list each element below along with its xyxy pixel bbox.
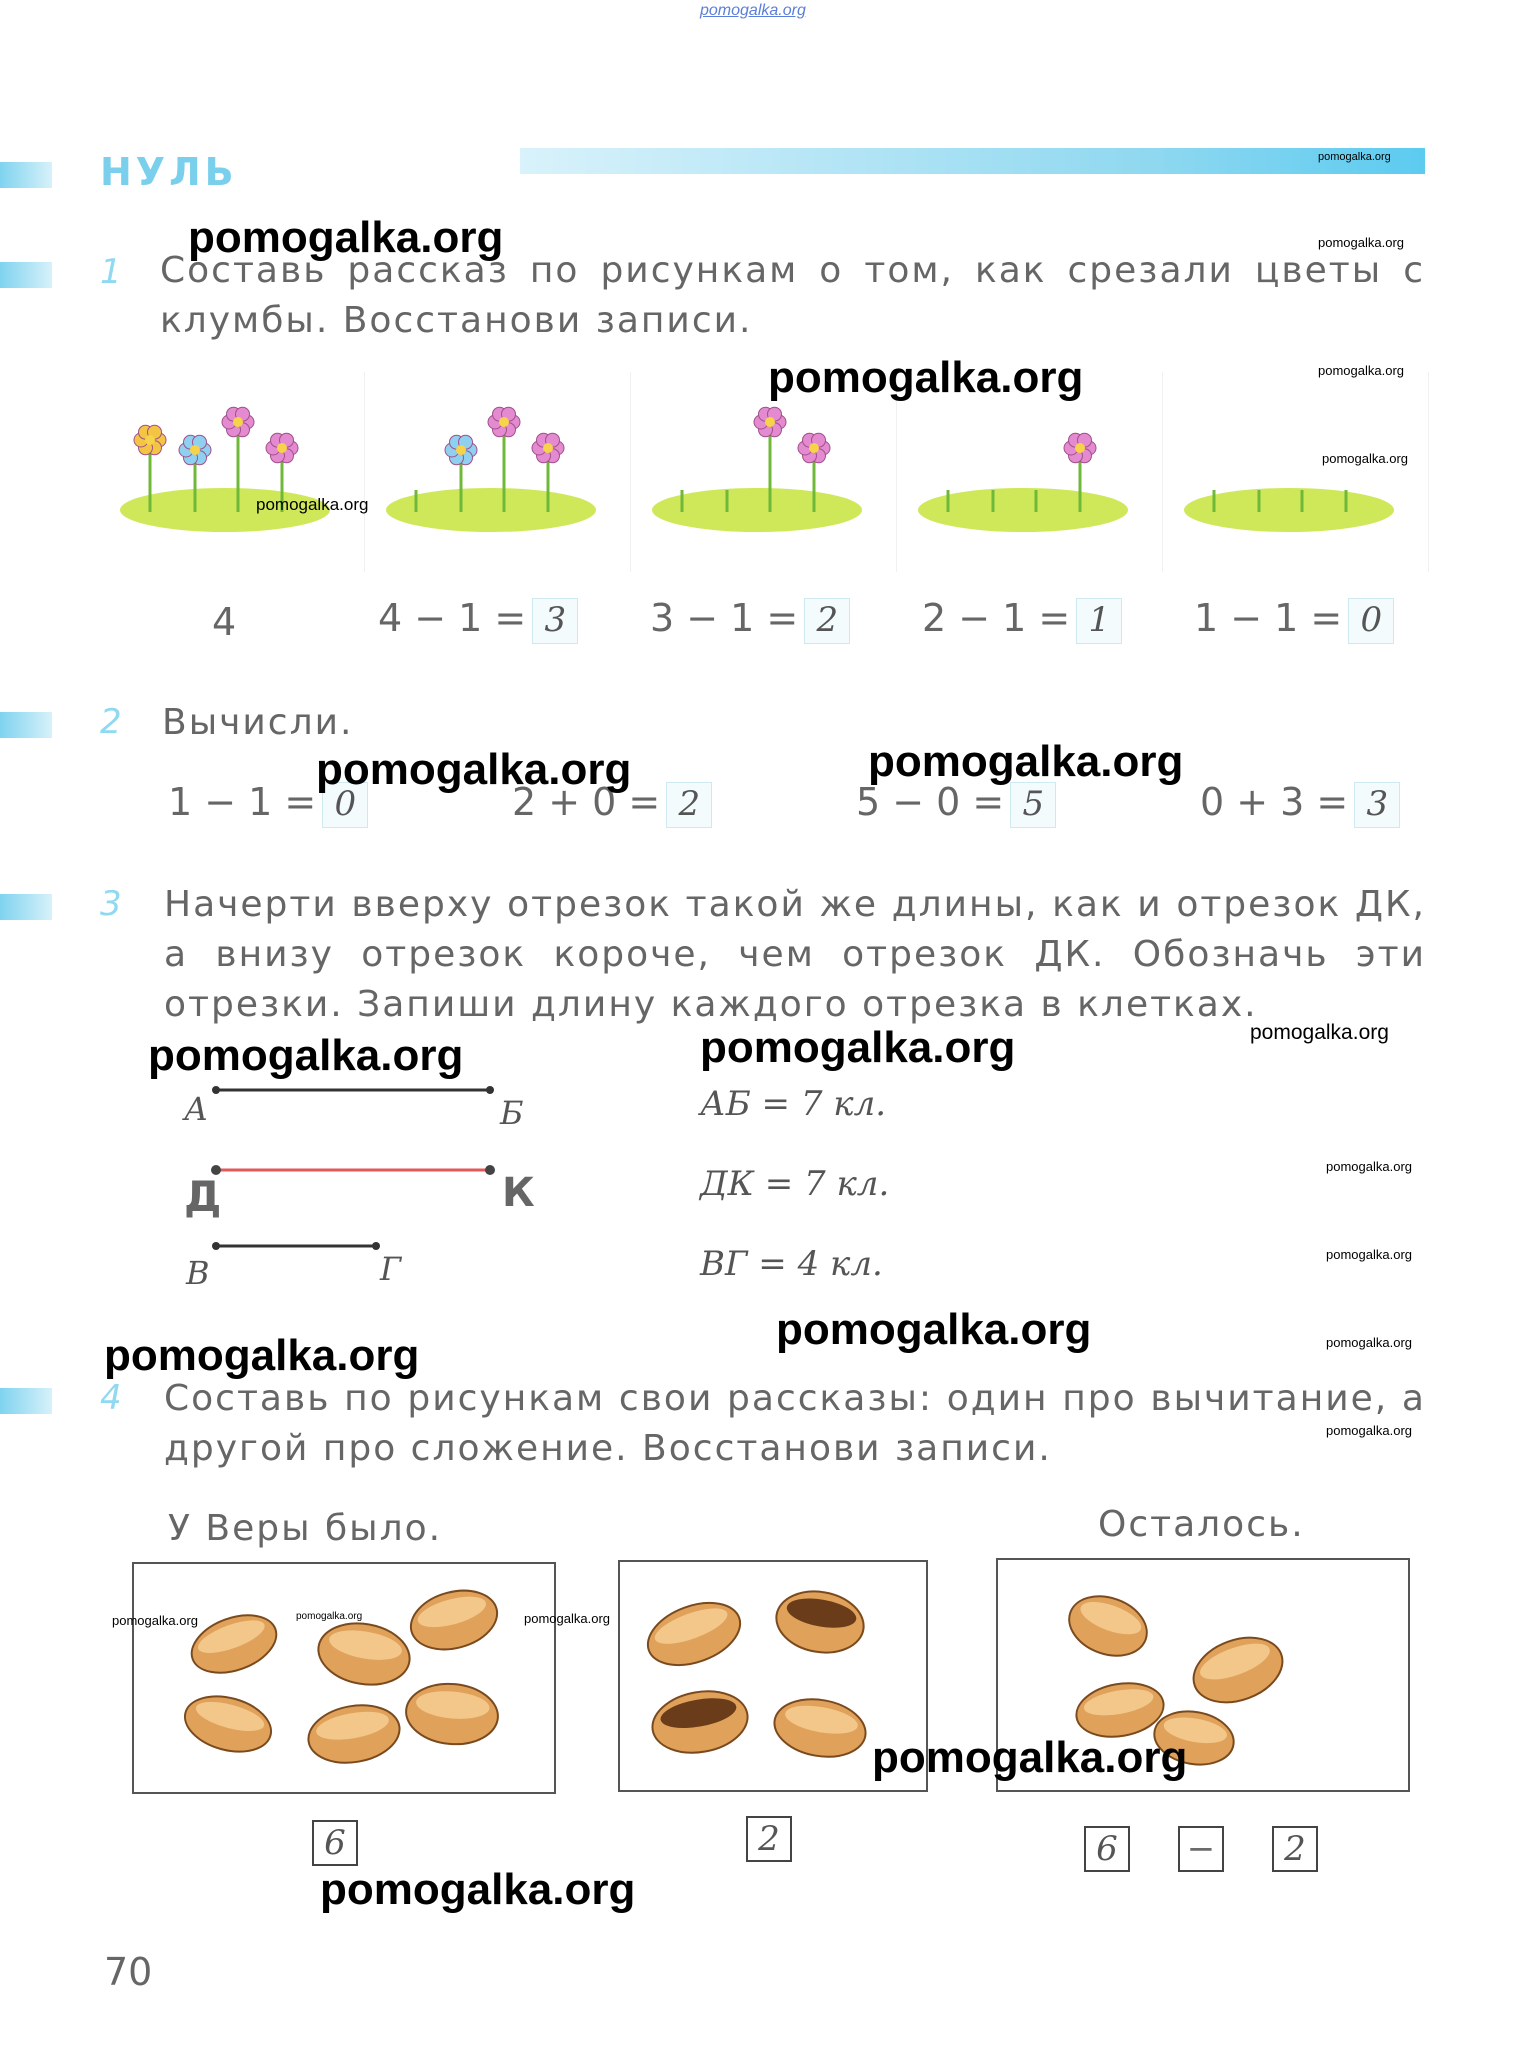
header-tab (0, 162, 52, 188)
watermark-small: pomogalka.org (1318, 151, 1391, 163)
flowers-drawing (898, 372, 1162, 572)
flower-panel (898, 372, 1163, 572)
flower (754, 407, 786, 437)
answer-box[interactable]: 0 (322, 782, 368, 828)
watermark-small: pomogalka.org (1326, 1423, 1412, 1438)
flower (488, 407, 520, 437)
flowers-drawing (632, 372, 896, 572)
expression: 5 − 0 = (856, 780, 1005, 824)
flower (179, 435, 211, 465)
watermark: pomogalka.org (148, 1031, 464, 1080)
watermark-small: pomogalka.org (1326, 1159, 1412, 1174)
section-title: НУЛЬ (100, 150, 238, 194)
task3-tab (0, 894, 52, 920)
flowers-drawing (1164, 372, 1428, 572)
walnut-shell (648, 1684, 753, 1760)
watermark-small: pomogalka.org (256, 495, 369, 514)
task1-expr-1 (378, 596, 578, 644)
watermark: pomogalka.org (700, 1023, 1016, 1072)
expression: 1 − 1 = (1194, 596, 1343, 640)
flower-panel (100, 372, 365, 572)
task1-tab (0, 262, 52, 288)
expression: 2 + 0 = (512, 780, 661, 824)
caption-right: Осталось. (1098, 1504, 1305, 1545)
flower (134, 425, 166, 455)
watermark: pomogalka.org (868, 737, 1184, 786)
answer-box[interactable]: 0 (1348, 598, 1394, 644)
watermark-small: pomogalka.org (1326, 1335, 1412, 1350)
task1-text: Составь рассказ по рисункам о том, как срезали цветы с клумбы. Восстанови записи. (160, 250, 1425, 341)
walnut-shell (313, 1616, 414, 1691)
label-b: Б (500, 1094, 524, 1132)
label-v: В (186, 1254, 210, 1292)
answer-box-2[interactable]: 2 (746, 1816, 792, 1862)
task2-expr-3 (856, 780, 1056, 828)
label-g: Г (380, 1250, 402, 1288)
flower (1064, 433, 1096, 463)
flower (532, 433, 564, 463)
task1-expr-2 (650, 596, 850, 644)
record-vg: ВГ = 4 кл. (700, 1244, 883, 1284)
label-d: Д (184, 1172, 222, 1221)
point-a (212, 1086, 220, 1094)
walnut-shell (770, 1692, 870, 1763)
watermark-small: pomogalka.org (112, 1613, 198, 1628)
task2-number: 2 (100, 702, 122, 742)
answer-box[interactable]: 5 (1010, 782, 1056, 828)
answer-box[interactable]: 1 (1076, 598, 1122, 644)
watermark-small: pomogalka.org (1250, 1021, 1389, 1044)
walnut-shell (304, 1698, 404, 1769)
caption-left: У Веры было. (168, 1508, 443, 1549)
flower (445, 435, 477, 465)
flower-panel (632, 372, 897, 572)
watermark-small: pomogalka.org (296, 1611, 363, 1622)
point-g (372, 1242, 380, 1250)
top-watermark[interactable]: pomogalka.org (700, 2, 806, 19)
point-k (485, 1165, 495, 1175)
expression: 0 + 3 = (1200, 780, 1349, 824)
watermark: pomogalka.org (316, 745, 632, 794)
walnut-shell (1061, 1586, 1155, 1666)
flower (222, 407, 254, 437)
task1-start: 4 (212, 600, 237, 644)
watermark-small: pomogalka.org (1326, 1247, 1412, 1262)
flowers-drawing (100, 372, 364, 572)
walnut-shell (639, 1591, 748, 1676)
answer-box-op[interactable]: − (1178, 1826, 1224, 1872)
flowers-drawing (366, 372, 630, 572)
answer-box[interactable]: 2 (666, 782, 712, 828)
answer-box-3a[interactable]: 6 (1084, 1826, 1130, 1872)
flower-panel (366, 372, 631, 572)
flower-panel (1164, 372, 1429, 572)
expression: 1 − 1 = (168, 780, 317, 824)
task1-number: 1 (100, 252, 122, 292)
label-k: К (502, 1170, 535, 1216)
watermark: pomogalka.org (320, 1865, 636, 1914)
watermark: pomogalka.org (776, 1305, 1092, 1354)
point-v (212, 1242, 220, 1250)
task4-text: Составь по рисункам свои рассказы: один про вычитание, а другой про сложение. Восстанови записи. (164, 1378, 1426, 1469)
flower (798, 433, 830, 463)
walnut-shell (404, 1680, 501, 1748)
task3-number: 3 (100, 884, 122, 924)
answer-box[interactable]: 3 (532, 598, 578, 644)
expression: 4 − 1 = (378, 596, 527, 640)
watermark: pomogalka.org (104, 1331, 420, 1380)
point-b (486, 1086, 494, 1094)
task2-tab (0, 712, 52, 738)
answer-box[interactable]: 3 (1354, 782, 1400, 828)
task2-text: Вычисли. (162, 702, 354, 743)
answer-box-3b[interactable]: 2 (1272, 1826, 1318, 1872)
flower (266, 433, 298, 463)
task3-text: Начерти вверху отрезок такой же длины, как и отрезок ДК, а внизу отрезок короче, чем отрезок ДК. Обозначь эти отрезки. Запиши длину каждого отрезка в клетках. (164, 884, 1426, 1025)
walnut-shell (404, 1582, 503, 1659)
header-band (520, 148, 1425, 174)
task4-tab (0, 1388, 52, 1414)
watermark-small: pomogalka.org (1318, 363, 1404, 378)
record-dk: ДК = 7 кл. (700, 1164, 890, 1204)
watermark-small: pomogalka.org (524, 1611, 610, 1626)
expression: 2 − 1 = (922, 596, 1071, 640)
expression: 3 − 1 = (650, 596, 799, 640)
watermark-small: pomogalka.org (1322, 451, 1408, 466)
watermark: pomogalka.org (768, 353, 1084, 402)
watermark: pomogalka.org (188, 213, 504, 262)
walnut-shell (771, 1585, 868, 1659)
record-ab: АБ = 7 кл. (700, 1084, 887, 1124)
nuts-frame-1 (132, 1562, 556, 1794)
watermark-small: pomogalka.org (1318, 235, 1404, 250)
watermark: pomogalka.org (872, 1733, 1188, 1782)
nuts-image-6 (134, 1564, 554, 1792)
answer-box-1[interactable]: 6 (312, 1820, 358, 1866)
walnut-shell (184, 1605, 284, 1684)
answer-box[interactable]: 2 (804, 598, 850, 644)
walnut-shell (179, 1687, 277, 1760)
label-a: А (184, 1090, 209, 1128)
walnut-shell (1185, 1626, 1292, 1714)
task4-number: 4 (100, 1378, 122, 1418)
task2-expr-4 (1200, 780, 1400, 828)
page-number: 70 (104, 1950, 153, 1994)
task1-expr-4 (1194, 596, 1394, 644)
task1-expr-3 (922, 596, 1122, 644)
